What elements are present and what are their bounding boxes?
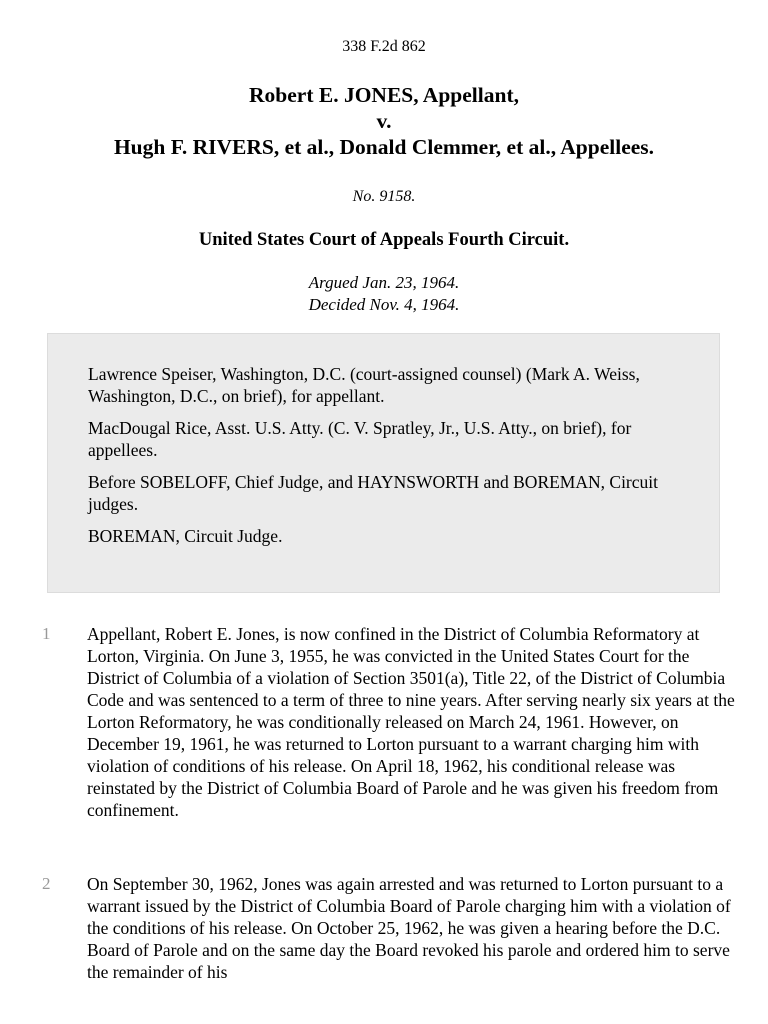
paragraph-text: Appellant, Robert E. Jones, is now confined in the District of Columbia Reformatory at Lorton, Virginia. On June 3, 1955, he was convicted in the United States Court for the District of Columbia of a violation of Section 3501(a), Title 22, of the District of Columbia Code and was sentenced to a term of three to nine years. After serving nearly six years at the Lorton Reformatory, he was conditionally released on March 24, 1961. However, on December 19, 1961, he was returned to Lorton pursuant to a warrant charging him with violation of conditions of his release. On April 18, 1962, his conditional release was reinstated by the District of Columbia Board of Parole and he was given his freedom from confinement. xyxy=(87,624,735,820)
case-citation: 338 F.2d 862 xyxy=(342,38,426,55)
court-name: United States Court of Appeals Fourth Circuit. xyxy=(198,230,570,250)
paragraph-number: 2 xyxy=(42,874,51,893)
paragraph-text: On September 30, 1962, Jones was again arrested and was returned to Lorton pursuant to a warrant issued by the District of Columbia Board of Parole charging him with a violation of the conditions of his release. On October 25, 1962, he was given a hearing before the D.C. Board of Parole and on the same day the Board revoked his parole and ordered him to serve the remainder of his xyxy=(87,874,731,982)
case-dates xyxy=(0,272,768,316)
caption-versus: v. xyxy=(376,109,392,133)
appellees-counsel: MacDougal Rice, Asst. U.S. Atty. (C. V. Spratley, Jr., U.S. Atty., on brief), for appellees. xyxy=(88,418,632,460)
opinion-author: BOREMAN, Circuit Judge. xyxy=(88,526,283,546)
docket-number: No. 9158. xyxy=(352,188,416,205)
case-caption xyxy=(0,82,768,160)
caption-appellees: Hugh F. RIVERS, et al., Donald Clemmer, et al., Appellees. xyxy=(113,135,655,159)
decided-date: Decided Nov. 4, 1964. xyxy=(308,295,460,314)
judges-panel: Before SOBELOFF, Chief Judge, and HAYNSWORTH and BOREMAN, Circuit judges. xyxy=(88,472,658,514)
paragraph-number: 1 xyxy=(42,624,51,643)
appellant-counsel: Lawrence Speiser, Washington, D.C. (court-assigned counsel) (Mark A. Weiss, Washington, D.C., on brief), for appellant. xyxy=(88,364,640,406)
argued-date: Argued Jan. 23, 1964. xyxy=(308,273,460,292)
counsel-box xyxy=(47,333,720,593)
caption-appellant: Robert E. JONES, Appellant, xyxy=(249,83,519,107)
